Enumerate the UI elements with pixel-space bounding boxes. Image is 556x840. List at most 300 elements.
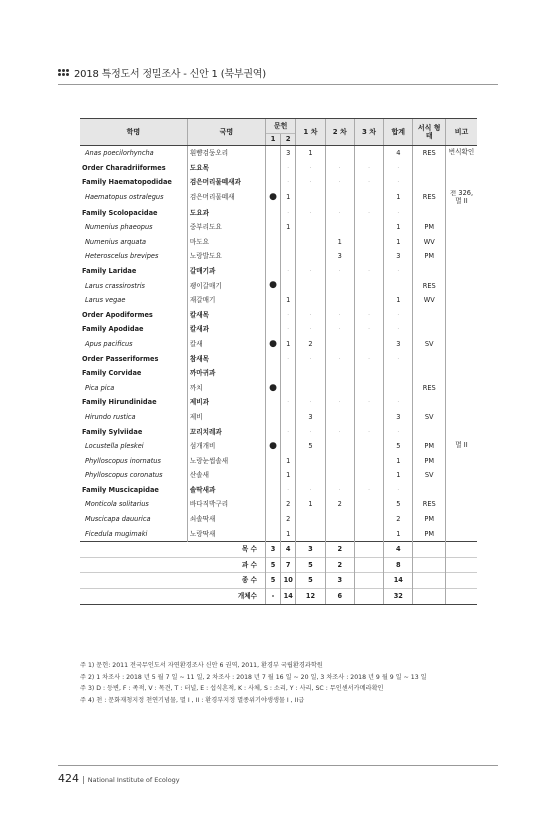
survey-2-cell: · [325,206,354,221]
scientific-name-cell: Heteroscelus brevipes [85,252,159,261]
scientific-name-cell: Family Apodidae [82,325,144,334]
lit-2-cell [281,235,296,250]
habitat-cell [413,395,446,410]
survey-3-cell [354,235,383,250]
survey-2-cell [325,279,354,294]
footnote: 주 1) 문헌: 2011 전국무인도서 자연환경조사 신안 6 권역, 2011, 환경부 국립환경과학원 [80,662,323,669]
habitat-cell [413,206,446,221]
col-scientific-name: 학명 [80,119,187,146]
korean-name-cell: 마도요 [187,235,265,250]
family-row [80,206,477,221]
lit-1-cell: ● [265,337,280,352]
total-cell: 3 [384,337,413,352]
total-cell: 1 [384,454,413,469]
survey-3-cell [354,527,383,542]
survey-1-cell [296,454,325,469]
habitat-cell: RES [413,381,446,396]
summary-empty-cell [413,589,446,605]
korean-name-cell: 제비과 [187,395,265,410]
bird-survey-table [80,118,477,605]
korean-name-cell: 칼새과 [187,322,265,337]
order-row [80,352,477,367]
remarks-cell: 번식확인 [445,146,477,161]
lit-2-cell: · [281,425,296,440]
survey-2-cell [325,468,354,483]
habitat-cell [413,352,446,367]
summary-s3-cell [354,557,383,573]
survey-3-cell [354,497,383,512]
total-cell: 5 [384,439,413,454]
survey-1-cell [296,468,325,483]
lit-2-cell: · [281,483,296,498]
lit-2-cell: · [281,206,296,221]
col-remarks: 비고 [445,119,477,146]
habitat-cell: SV [413,468,446,483]
lit-1-cell [265,322,280,337]
lit-1-cell [265,366,280,381]
survey-1-cell: 1 [296,497,325,512]
total-cell: 4 [384,146,413,161]
survey-3-cell: · [354,206,383,221]
lit-2-cell: 1 [281,220,296,235]
species-row [80,527,477,542]
remarks-cell [445,352,477,367]
remarks-cell [445,161,477,176]
korean-name-cell: 검은머리물떼새 [187,190,265,206]
korean-name-cell: 제비 [187,410,265,425]
survey-2-cell: · [325,161,354,176]
remarks-cell [445,483,477,498]
summary-s3-cell [354,589,383,605]
survey-3-cell [354,249,383,264]
species-row [80,220,477,235]
survey-1-cell: · [296,322,325,337]
survey-2-cell [325,512,354,527]
survey-1-cell: 1 [296,146,325,161]
remarks-cell: 멸 II [445,439,477,454]
remarks-cell [445,293,477,308]
lit-1-cell [265,220,280,235]
survey-2-cell [325,527,354,542]
total-cell: · [384,483,413,498]
korean-name-cell: 까마귀과 [187,366,265,381]
total-cell: · [384,308,413,323]
survey-3-cell [354,439,383,454]
remarks-cell [445,337,477,352]
species-row [80,512,477,527]
korean-name-cell: 칼새목 [187,308,265,323]
survey-2-cell: · [325,352,354,367]
summary-label: 종 수 [80,573,265,589]
summary-l2-cell: 10 [281,573,296,589]
scientific-name-cell: Family Corvidae [82,369,142,378]
col-literature-2: 2 [281,134,296,146]
total-cell: · [384,264,413,279]
summary-l1-cell: 5 [265,573,280,589]
survey-3-cell: · [354,322,383,337]
survey-1-cell: · [296,206,325,221]
lit-1-cell [265,512,280,527]
lit-2-cell: · [281,175,296,190]
header-title: 2018 특정도서 정밀조사 - 신안 1 (북부권역) [74,68,266,80]
survey-2-cell: 3 [325,249,354,264]
survey-3-cell: · [354,352,383,367]
habitat-cell: RES [413,190,446,206]
table-summary [80,542,477,604]
survey-1-cell: · [296,264,325,279]
summary-row [80,557,477,573]
survey-2-cell: 2 [325,497,354,512]
survey-3-cell [354,410,383,425]
habitat-cell [413,483,446,498]
footnote: 주 3) D : 등변, F : 족적, V : 목견, T : 터널, E : 섭식흔적, K : 사체, S : 소리, Y : 사리, SC : 무인센서카메라확인 [80,685,384,692]
summary-total-cell: 4 [384,542,413,558]
scientific-name-cell: Family Scolopacidae [82,208,158,217]
lit-2-cell: 1 [281,454,296,469]
korean-name-cell: 까치 [187,381,265,396]
survey-1-cell: · [296,308,325,323]
korean-name-cell: 중부리도요 [187,220,265,235]
korean-name-cell: 섬개개비 [187,439,265,454]
habitat-cell: SV [413,337,446,352]
korean-name-cell: 갈매기과 [187,264,265,279]
summary-empty-cell [445,573,477,589]
habitat-cell: PM [413,527,446,542]
summary-empty-cell [413,557,446,573]
species-row [80,410,477,425]
lit-2-cell: 1 [281,293,296,308]
habitat-cell: WV [413,235,446,250]
survey-3-cell [354,146,383,161]
remarks-cell [445,206,477,221]
survey-1-cell: · [296,483,325,498]
table-body [80,146,477,542]
lit-1-cell [265,146,280,161]
remarks-cell [445,308,477,323]
summary-row [80,573,477,589]
order-row [80,161,477,176]
scientific-name-cell: Order Charadriiformes [82,163,166,172]
lit-1-cell [265,352,280,367]
species-row [80,439,477,454]
scientific-name-cell: Hirundo rustica [85,412,136,421]
habitat-cell [413,322,446,337]
survey-1-cell: · [296,395,325,410]
survey-3-cell: · [354,161,383,176]
total-cell: 1 [384,527,413,542]
korean-name-cell: 노랑딱새 [187,527,265,542]
lit-2-cell [281,279,296,294]
survey-2-cell [325,381,354,396]
lit-1-cell [265,468,280,483]
total-cell: 1 [384,220,413,235]
footer-institution: National Institute of Ecology [87,776,180,784]
col-total: 합계 [384,119,413,146]
family-row [80,483,477,498]
survey-1-cell: · [296,175,325,190]
summary-label: 개체수 [80,589,265,605]
page-footer [58,772,180,785]
habitat-cell [413,425,446,440]
total-cell [384,279,413,294]
lit-1-cell [265,249,280,264]
scientific-name-cell: Phylloscopus coronatus [85,471,163,480]
survey-2-cell: · [325,308,354,323]
total-cell: 1 [384,468,413,483]
summary-empty-cell [445,542,477,558]
remarks-cell [445,512,477,527]
remarks-cell [445,235,477,250]
family-row [80,175,477,190]
summary-s2-cell: 2 [325,542,354,558]
species-row [80,249,477,264]
total-cell: · [384,161,413,176]
lit-2-cell [281,366,296,381]
lit-1-cell [265,410,280,425]
survey-3-cell [354,293,383,308]
lit-1-cell [265,264,280,279]
remarks-cell [445,220,477,235]
survey-2-cell: · [325,175,354,190]
scientific-name-cell: Family Muscicapidae [82,485,159,494]
lit-1-cell [265,235,280,250]
lit-1-cell: ● [265,381,280,396]
survey-1-cell [296,512,325,527]
total-cell: 1 [384,293,413,308]
total-cell: · [384,206,413,221]
scientific-name-cell: Numenius phaeopus [85,223,153,232]
korean-name-cell: 도요목 [187,161,265,176]
survey-3-cell [354,366,383,381]
survey-2-cell [325,410,354,425]
col-habitat: 서식 형태 [413,119,446,146]
scientific-name-cell: Phylloscopus inornatus [85,456,161,465]
survey-1-cell [296,235,325,250]
remarks-cell [445,381,477,396]
lit-1-cell [265,425,280,440]
survey-2-cell [325,439,354,454]
lit-1-cell [265,175,280,190]
remarks-cell [445,175,477,190]
survey-3-cell: · [354,308,383,323]
lit-1-cell [265,161,280,176]
habitat-cell: PM [413,220,446,235]
footnotes [80,660,490,706]
habitat-cell: RES [413,146,446,161]
scientific-name-cell: Locustella pleskei [85,442,144,451]
survey-1-cell [296,366,325,381]
korean-name-cell: 노랑발도요 [187,249,265,264]
lit-2-cell: 1 [281,468,296,483]
survey-1-cell: · [296,161,325,176]
survey-1-cell: · [296,352,325,367]
survey-2-cell: 1 [325,235,354,250]
remarks-cell [445,322,477,337]
survey-3-cell: · [354,483,383,498]
lit-2-cell: 1 [281,527,296,542]
total-cell: 5 [384,497,413,512]
survey-3-cell [354,381,383,396]
survey-2-cell: · [325,322,354,337]
lit-2-cell: · [281,308,296,323]
remarks-cell [445,264,477,279]
scientific-name-cell: Family Sylviidae [82,427,143,436]
species-row [80,279,477,294]
total-cell: · [384,352,413,367]
korean-name-cell: 산솔새 [187,468,265,483]
summary-empty-cell [445,589,477,605]
survey-2-cell [325,366,354,381]
habitat-cell [413,308,446,323]
summary-empty-cell [413,573,446,589]
survey-2-cell [325,337,354,352]
lit-2-cell: · [281,161,296,176]
col-survey-3: 3 차 [354,119,383,146]
lit-1-cell [265,483,280,498]
habitat-cell: PM [413,249,446,264]
korean-name-cell: 참새목 [187,352,265,367]
survey-3-cell [354,190,383,206]
total-cell: · [384,175,413,190]
survey-3-cell [354,337,383,352]
footnote: 주 4) 천 : 문화재청지정 천연기념물, 멸 I , II : 환경부지정 멸종위기야생생물 I , II급 [80,696,305,704]
habitat-cell: PM [413,439,446,454]
lit-2-cell: 1 [281,337,296,352]
survey-1-cell [296,527,325,542]
header-rule [58,84,498,85]
summary-total-cell: 32 [384,589,413,605]
lit-2-cell [281,410,296,425]
lit-1-cell: ● [265,190,280,206]
total-cell: 2 [384,512,413,527]
page-number: 424 [58,772,79,785]
survey-3-cell: · [354,175,383,190]
scientific-name-cell: Family Laridae [82,266,137,275]
total-cell [384,381,413,396]
total-cell: · [384,322,413,337]
col-korean-name: 국명 [187,119,265,146]
korean-name-cell: 노랑눈썹솔새 [187,454,265,469]
total-cell: 3 [384,249,413,264]
habitat-cell: WV [413,293,446,308]
remarks-cell [445,425,477,440]
survey-3-cell: · [354,395,383,410]
species-row [80,381,477,396]
survey-1-cell [296,279,325,294]
header-dots-icon [58,69,69,76]
lit-1-cell [265,308,280,323]
summary-s3-cell [354,573,383,589]
lit-2-cell: · [281,395,296,410]
scientific-name-cell: Anas poecilorhyncha [85,149,154,157]
summary-l1-cell: - [265,589,280,605]
habitat-cell [413,175,446,190]
survey-2-cell: · [325,425,354,440]
total-cell: · [384,395,413,410]
col-survey-1: 1 차 [296,119,325,146]
summary-l2-cell: 7 [281,557,296,573]
lit-2-cell [281,381,296,396]
survey-1-cell: 2 [296,337,325,352]
lit-2-cell [281,249,296,264]
lit-2-cell: 2 [281,497,296,512]
survey-2-cell: · [325,395,354,410]
lit-1-cell: ● [265,279,280,294]
order-row [80,308,477,323]
remarks-cell [445,527,477,542]
col-survey-2: 2 차 [325,119,354,146]
remarks-cell: 천 326, 멸 II [445,190,477,206]
survey-3-cell [354,220,383,235]
survey-3-cell [354,468,383,483]
scientific-name-cell: Numenius arquata [85,237,147,246]
korean-name-cell: 쇠솔딱새 [187,512,265,527]
lit-1-cell: ● [265,439,280,454]
summary-l1-cell: 3 [265,542,280,558]
scientific-name-cell: Monticola solitarius [85,500,149,509]
lit-2-cell: 1 [281,190,296,206]
remarks-cell [445,279,477,294]
scientific-name-cell: Larus vegae [85,296,126,305]
survey-2-cell [325,190,354,206]
scientific-name-cell: Order Passeriformes [82,354,159,363]
remarks-cell [445,454,477,469]
survey-2-cell: · [325,483,354,498]
species-row [80,190,477,206]
summary-s1-cell: 5 [296,573,325,589]
habitat-cell: PM [413,512,446,527]
footer-rule [58,765,498,766]
survey-3-cell: · [354,264,383,279]
survey-2-cell [325,293,354,308]
page-header [58,64,498,80]
remarks-cell [445,249,477,264]
habitat-cell: SV [413,410,446,425]
survey-3-cell [354,279,383,294]
scientific-name-cell: Order Apodiformes [82,310,153,319]
lit-2-cell: · [281,322,296,337]
survey-1-cell [296,381,325,396]
summary-s1-cell: 5 [296,557,325,573]
korean-name-cell: 솔딱새과 [187,483,265,498]
species-row [80,293,477,308]
footnote: 주 2) 1 차조사 : 2018 년 5 월 7 일 ~ 11 일, 2 차조사 : 2018 년 7 월 16 일 ~ 20 일, 3 차조사 : 2018 년 9 월 9 일 ~ 13 일 [80,673,427,681]
survey-1-cell [296,190,325,206]
survey-1-cell: 5 [296,439,325,454]
lit-2-cell: 2 [281,512,296,527]
summary-s1-cell: 12 [296,589,325,605]
summary-label: 목 수 [80,542,265,558]
korean-name-cell: 칼새 [187,337,265,352]
lit-1-cell [265,497,280,512]
summary-s1-cell: 3 [296,542,325,558]
family-row [80,366,477,381]
korean-name-cell: 꼬리치레과 [187,425,265,440]
lit-2-cell: 3 [281,146,296,161]
col-literature-1: 1 [265,134,280,146]
scientific-name-cell: Larus crassirostris [85,281,145,290]
survey-2-cell [325,454,354,469]
summary-total-cell: 14 [384,573,413,589]
survey-3-cell [354,512,383,527]
lit-1-cell [265,206,280,221]
survey-2-cell [325,146,354,161]
species-row [80,454,477,469]
total-cell: 3 [384,410,413,425]
korean-name-cell: 검은머리물떼새과 [187,175,265,190]
korean-name-cell: 흰뺨검둥오리 [187,146,265,161]
scientific-name-cell: Family Haematopodidae [82,178,172,187]
